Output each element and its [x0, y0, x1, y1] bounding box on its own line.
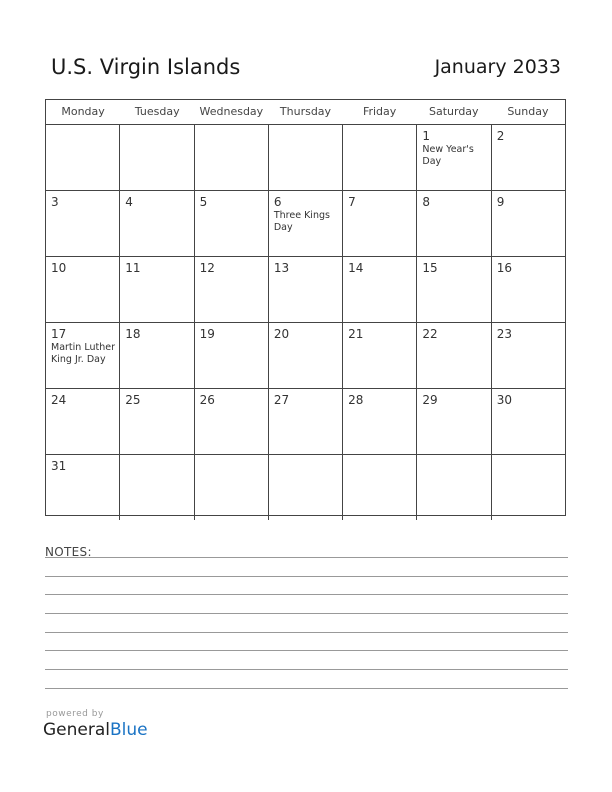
day-number: 10 — [51, 261, 67, 275]
day-number: 24 — [51, 393, 67, 407]
weekday-header: Tuesday — [134, 105, 180, 118]
day-number: 1 — [422, 129, 431, 143]
day-cell — [46, 191, 120, 256]
day-number: 23 — [496, 327, 512, 341]
day-cell — [269, 257, 343, 322]
day-cell — [417, 125, 491, 190]
weekday-header-row — [46, 100, 565, 125]
weekday-header: Saturday — [428, 105, 479, 118]
brand-general: General — [43, 720, 110, 740]
weekday-header: Wednesday — [199, 105, 264, 118]
day-cell — [492, 125, 565, 190]
day-cell — [417, 323, 491, 388]
notes-line — [45, 576, 568, 577]
weekday-header: Monday — [61, 105, 105, 118]
day-cell — [492, 323, 565, 388]
notes-label: NOTES: — [45, 545, 92, 559]
day-cell — [120, 323, 194, 388]
day-number: 31 — [51, 459, 67, 473]
day-cell — [120, 257, 194, 322]
day-cell — [343, 455, 417, 520]
notes-line — [45, 594, 568, 595]
brand-blue: Blue — [110, 720, 148, 740]
day-cell — [269, 455, 343, 520]
day-number: 29 — [422, 393, 438, 407]
day-cell — [417, 191, 491, 256]
weekday-header: Sunday — [507, 105, 549, 118]
day-cell — [417, 257, 491, 322]
notes-line — [45, 669, 568, 670]
day-cell — [46, 389, 120, 454]
day-cell — [269, 125, 343, 190]
calendar-grid — [45, 99, 566, 516]
day-number: 27 — [273, 393, 290, 407]
holiday-label: Three Kings Day — [273, 210, 330, 233]
day-cell — [269, 389, 343, 454]
day-cell — [417, 455, 491, 520]
day-number: 9 — [496, 195, 505, 209]
day-number: 28 — [348, 393, 364, 407]
day-cell — [120, 125, 194, 190]
day-cell — [195, 455, 269, 520]
weekday-header: Friday — [362, 105, 397, 118]
week-row — [46, 389, 565, 455]
day-cell — [269, 323, 343, 388]
day-number: 7 — [348, 195, 356, 209]
day-cell — [120, 191, 194, 256]
day-cell — [343, 323, 417, 388]
day-number: 25 — [125, 393, 141, 407]
day-cell — [46, 257, 120, 322]
notes-line — [45, 557, 568, 558]
day-cell — [343, 125, 417, 190]
day-cell — [195, 125, 269, 190]
day-number: 4 — [125, 195, 133, 209]
notes-line — [45, 632, 568, 633]
holiday-label: New Year's Day — [422, 144, 474, 167]
weekday-header: Thursday — [279, 105, 332, 118]
day-cell — [195, 389, 269, 454]
week-row — [46, 323, 565, 389]
day-cell — [46, 323, 120, 388]
day-number: 8 — [422, 195, 431, 209]
notes-line — [45, 613, 568, 614]
day-number: 17 — [51, 327, 67, 341]
day-number: 26 — [199, 393, 215, 407]
day-cell — [492, 257, 565, 322]
day-number: 15 — [422, 261, 438, 275]
calendar-region-title: U.S. Virgin Islands — [51, 55, 241, 79]
day-number: 12 — [199, 261, 215, 275]
day-number: 21 — [348, 327, 364, 341]
day-cell — [46, 455, 120, 520]
week-row — [46, 125, 565, 191]
day-number: 2 — [496, 129, 505, 143]
day-number: 14 — [348, 261, 364, 275]
day-cell — [195, 257, 269, 322]
day-cell — [195, 191, 269, 256]
day-number: 16 — [496, 261, 512, 275]
day-cell — [492, 455, 565, 520]
day-cell — [46, 125, 120, 190]
day-number: 30 — [496, 393, 512, 407]
notes-line — [45, 688, 568, 689]
week-row — [46, 455, 565, 520]
day-number: 6 — [273, 195, 282, 209]
day-number: 18 — [125, 327, 141, 341]
day-cell — [492, 191, 565, 256]
holiday-label: Martin Luther King Jr. Day — [51, 342, 115, 365]
day-cell — [120, 389, 194, 454]
day-number: 20 — [273, 327, 290, 341]
day-number: 22 — [422, 327, 438, 341]
day-cell — [195, 323, 269, 388]
calendar-month-title: January 2033 — [434, 56, 561, 78]
brand-logo[interactable] — [43, 720, 148, 740]
day-number: 11 — [125, 261, 141, 275]
week-row — [46, 257, 565, 323]
day-cell — [492, 389, 565, 454]
week-row — [46, 191, 565, 257]
powered-by-text: powered by — [46, 709, 104, 719]
day-cell — [343, 389, 417, 454]
day-cell — [343, 191, 417, 256]
day-number: 19 — [199, 327, 215, 341]
day-cell — [120, 455, 194, 520]
notes-line — [45, 650, 568, 651]
day-number: 5 — [199, 195, 208, 209]
day-cell — [269, 191, 343, 256]
day-number: 3 — [51, 195, 59, 209]
day-number: 13 — [273, 261, 290, 275]
day-cell — [343, 257, 417, 322]
day-cell — [417, 389, 491, 454]
